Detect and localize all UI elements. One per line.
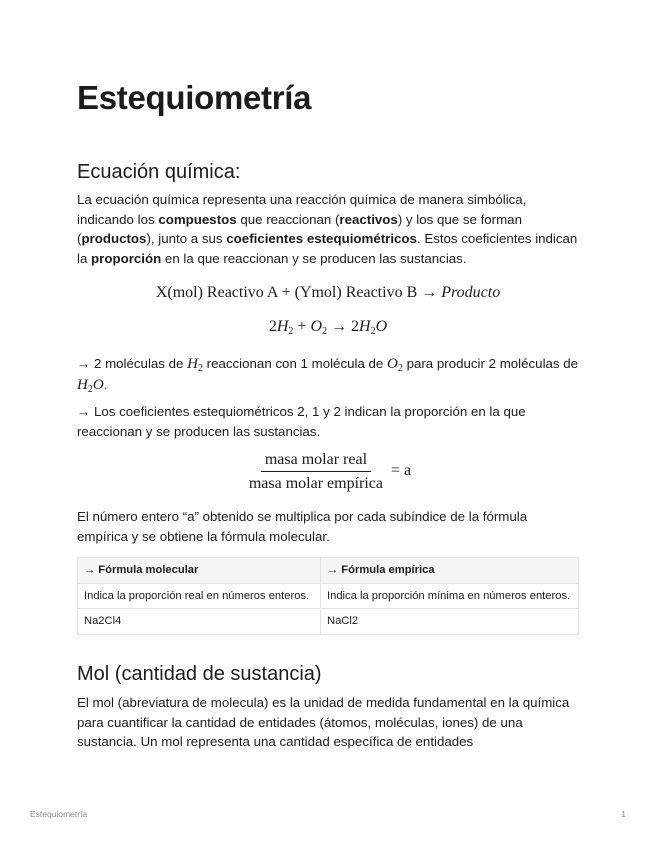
note-text: .: [103, 376, 108, 392]
table-cell: Na2Cl4: [78, 609, 321, 635]
subscript: 2: [197, 363, 203, 374]
plus-sign: +: [297, 318, 307, 335]
text-run: La ecuación química representa una reacción química de manera simbólica, indicando los: [77, 192, 527, 227]
bold-term: compuestos: [158, 211, 237, 227]
equation-arrow: →: [331, 318, 348, 335]
text-run: . Estos coeficientes indican la: [77, 231, 578, 266]
equation-fraction: [77, 450, 579, 493]
footer-title: Estequiometría: [30, 809, 88, 819]
table-header-row: [78, 558, 579, 584]
bold-term: coeficientes estequiométricos: [226, 231, 417, 246]
paragraph-integer-a: El número entero “a” obtenido se multiplica por cada subíndice de la fórmula empírica y se obtiene la fórmula molecular.: [77, 509, 528, 544]
coef-2: 2: [351, 318, 360, 335]
note-text: reaccionan con 1 molécula de: [202, 356, 388, 371]
note-text: para producir 2 moléculas de: [402, 356, 579, 371]
equation-general-left: X(mol) Reactivo A + (Ymol) Reactivo B: [155, 284, 418, 301]
symbol-o: O: [310, 318, 323, 335]
note-text: → 2 moléculas de: [77, 356, 188, 371]
subscript: 2: [288, 326, 294, 337]
symbol-h: H: [187, 356, 198, 372]
fraction: [245, 450, 387, 493]
symbol-h: H: [77, 376, 88, 393]
symbol-o: O: [92, 376, 104, 393]
equation-general: [77, 284, 579, 302]
table-row: [78, 609, 579, 635]
bold-term: proporción: [91, 250, 162, 266]
symbol-h: H: [359, 318, 371, 335]
paragraph-ecuacion-intro: [77, 190, 579, 268]
page-title: Estequiometría: [77, 79, 312, 116]
subscript: 2: [370, 326, 376, 337]
text-run: que reaccionan (: [236, 211, 340, 227]
equation-water: [77, 318, 579, 336]
text-run: ), junto a sus: [146, 231, 227, 246]
symbol-o: O: [387, 356, 398, 372]
table-cell: NaCl2: [321, 609, 579, 635]
formula-table: [77, 557, 579, 635]
equation-product: Producto: [441, 284, 501, 301]
section-heading-ecuacion: Ecuación química:: [77, 161, 241, 183]
paragraph-mol: El mol (abreviatura de molecula) es la unidad de medida fundamental en la química para cuantificar la cantidad de entidades (átomos, moléculas, iones) de una sustancia. Un mol representa una cantidad específica de entidades: [77, 695, 570, 749]
table-row: [78, 583, 579, 609]
subscript: 2: [397, 363, 403, 374]
table-header: → Fórmula empírica: [321, 558, 579, 584]
table-cell: Indica la proporción real en números enteros.: [78, 583, 321, 609]
symbol-o: O: [375, 318, 388, 335]
bold-term: productos: [81, 231, 147, 246]
subscript: 2: [87, 383, 93, 395]
fraction-result: = a: [391, 462, 412, 480]
text-run: en la que reaccionan y se producen las sustancias.: [161, 250, 467, 266]
fraction-denominator: masa molar empírica: [248, 475, 384, 492]
note-coefficients: → Los coeficientes estequiométricos 2, 1 y 2 indican la proporción en la que reaccionan y se producen las sustancias.: [77, 404, 526, 439]
symbol-h: H: [276, 318, 289, 335]
text-run: ) y los que se forman (: [77, 211, 522, 246]
equation-arrow: →: [421, 284, 438, 301]
table-cell: Indica la proporción mínima en números enteros.: [321, 583, 579, 609]
table-header: → Fórmula molecular: [78, 558, 321, 584]
fraction-numerator: masa molar real: [261, 450, 371, 472]
footer-page-number: 1: [621, 809, 626, 819]
subscript: 2: [322, 326, 328, 337]
section-heading-mol: Mol (cantidad de sustancia): [77, 663, 322, 685]
coef-1: 2: [268, 318, 277, 335]
bold-term: reactivos: [339, 211, 398, 227]
note-molecules: [77, 354, 579, 395]
